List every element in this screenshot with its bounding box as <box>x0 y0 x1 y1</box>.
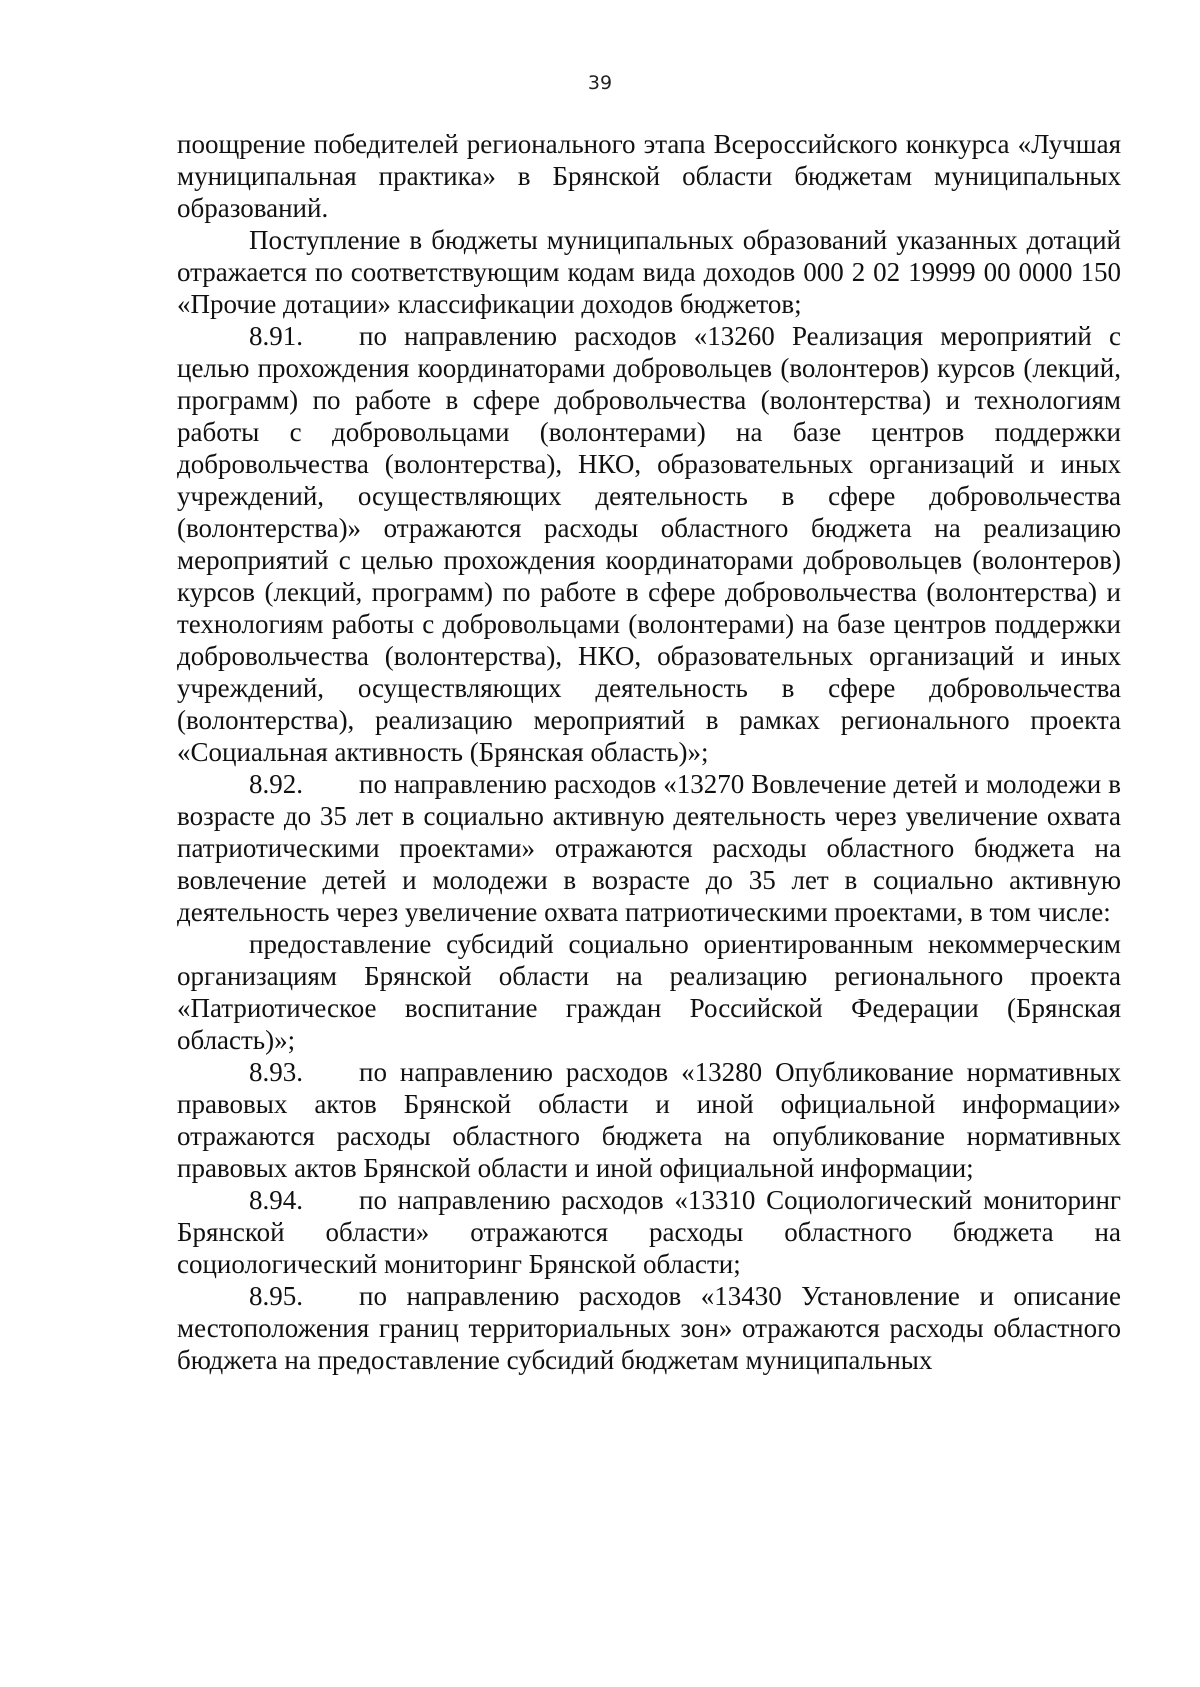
clause-text: по направлению расходов «13310 Социологический мониторинг Брянской области» отражаются расходы областного бюджета на социологический мониторинг Брянской области; <box>177 1185 1121 1279</box>
paragraph-text: Поступление в бюджеты муниципальных образований указанных дотаций отражается по соответствующим кодам вида доходов 000 2 02 19999 00 0000 150 «Прочие дотации» классификации доходов бюджетов; <box>177 225 1121 319</box>
clause-8-95 <box>177 1280 1121 1376</box>
clause-8-94 <box>177 1184 1121 1280</box>
paragraph-text: предоставление субсидий социально ориентированным некоммерческим организациям Брянской области на реализацию регионального проекта «Патриотическое воспитание граждан Российской Федерации (Брянская область)»; <box>177 929 1121 1055</box>
clause-text: по направлению расходов «13430 Установление и описание местоположения границ территориальных зон» отражаются расходы областного бюджета на предоставление субсидий бюджетам муниципальных <box>177 1281 1121 1375</box>
clause-number: 8.94. <box>249 1185 303 1215</box>
clause-number: 8.95. <box>249 1281 303 1311</box>
paragraph-text: поощрение победителей регионального этапа Всероссийского конкурса «Лучшая муниципальная практика» в Брянской области бюджетам муниципальных образований. <box>177 129 1121 223</box>
clause-number: 8.92. <box>249 769 303 799</box>
clause-number: 8.93. <box>249 1057 303 1087</box>
clause-text: по направлению расходов «13280 Опубликование нормативных правовых актов Брянской области и иной официальной информации» отражаются расходы областного бюджета на опубликование нормативных правовых актов Брянской области и иной официальной информации; <box>177 1057 1121 1183</box>
clause-8-93 <box>177 1056 1121 1184</box>
clause-8-92 <box>177 768 1121 928</box>
clause-8-91 <box>177 320 1121 768</box>
clause-text: по направлению расходов «13260 Реализация мероприятий с целью прохождения координаторами добровольцев (волонтеров) курсов (лекций, программ) по работе в сфере добровольчества (волонтерства) и технологиям работы с добровольцами (волонтерами) на базе центров поддержки добровольчества (волонтерства), НКО, образовательных организаций и иных учреждений, осуществляющих деятельность в сфере добровольчества (волонтерства)» отражаются расходы областного бюджета на реализацию мероприятий с целью прохождения координаторами добровольцев (волонтеров) курсов (лекций, программ) по работе в сфере добровольчества (волонтерства) и технологиям работы с добровольцами (волонтерами) на базе центров поддержки добровольчества (волонтерства), НКО, образовательных организаций и иных учреждений, осуществляющих деятельность в сфере добровольчества (волонтерства), реализацию мероприятий в рамках регионального проекта «Социальная активность (Брянская область)»; <box>177 321 1121 767</box>
clause-number: 8.91. <box>249 321 303 351</box>
clause-text: по направлению расходов «13270 Вовлечение детей и молодежи в возрасте до 35 лет в социально активную деятельность через увеличение охвата патриотическими проектами» отражаются расходы областного бюджета на вовлечение детей и молодежи в возрасте до 35 лет в социально активную деятельность через увеличение охвата патриотическими проектами, в том числе: <box>177 769 1121 927</box>
document-body <box>177 128 1121 1376</box>
paragraph-subsidies <box>177 928 1121 1056</box>
paragraph-continuation <box>177 128 1121 224</box>
page-number: 39 <box>587 72 613 94</box>
paragraph-receipt-of-grants <box>177 224 1121 320</box>
